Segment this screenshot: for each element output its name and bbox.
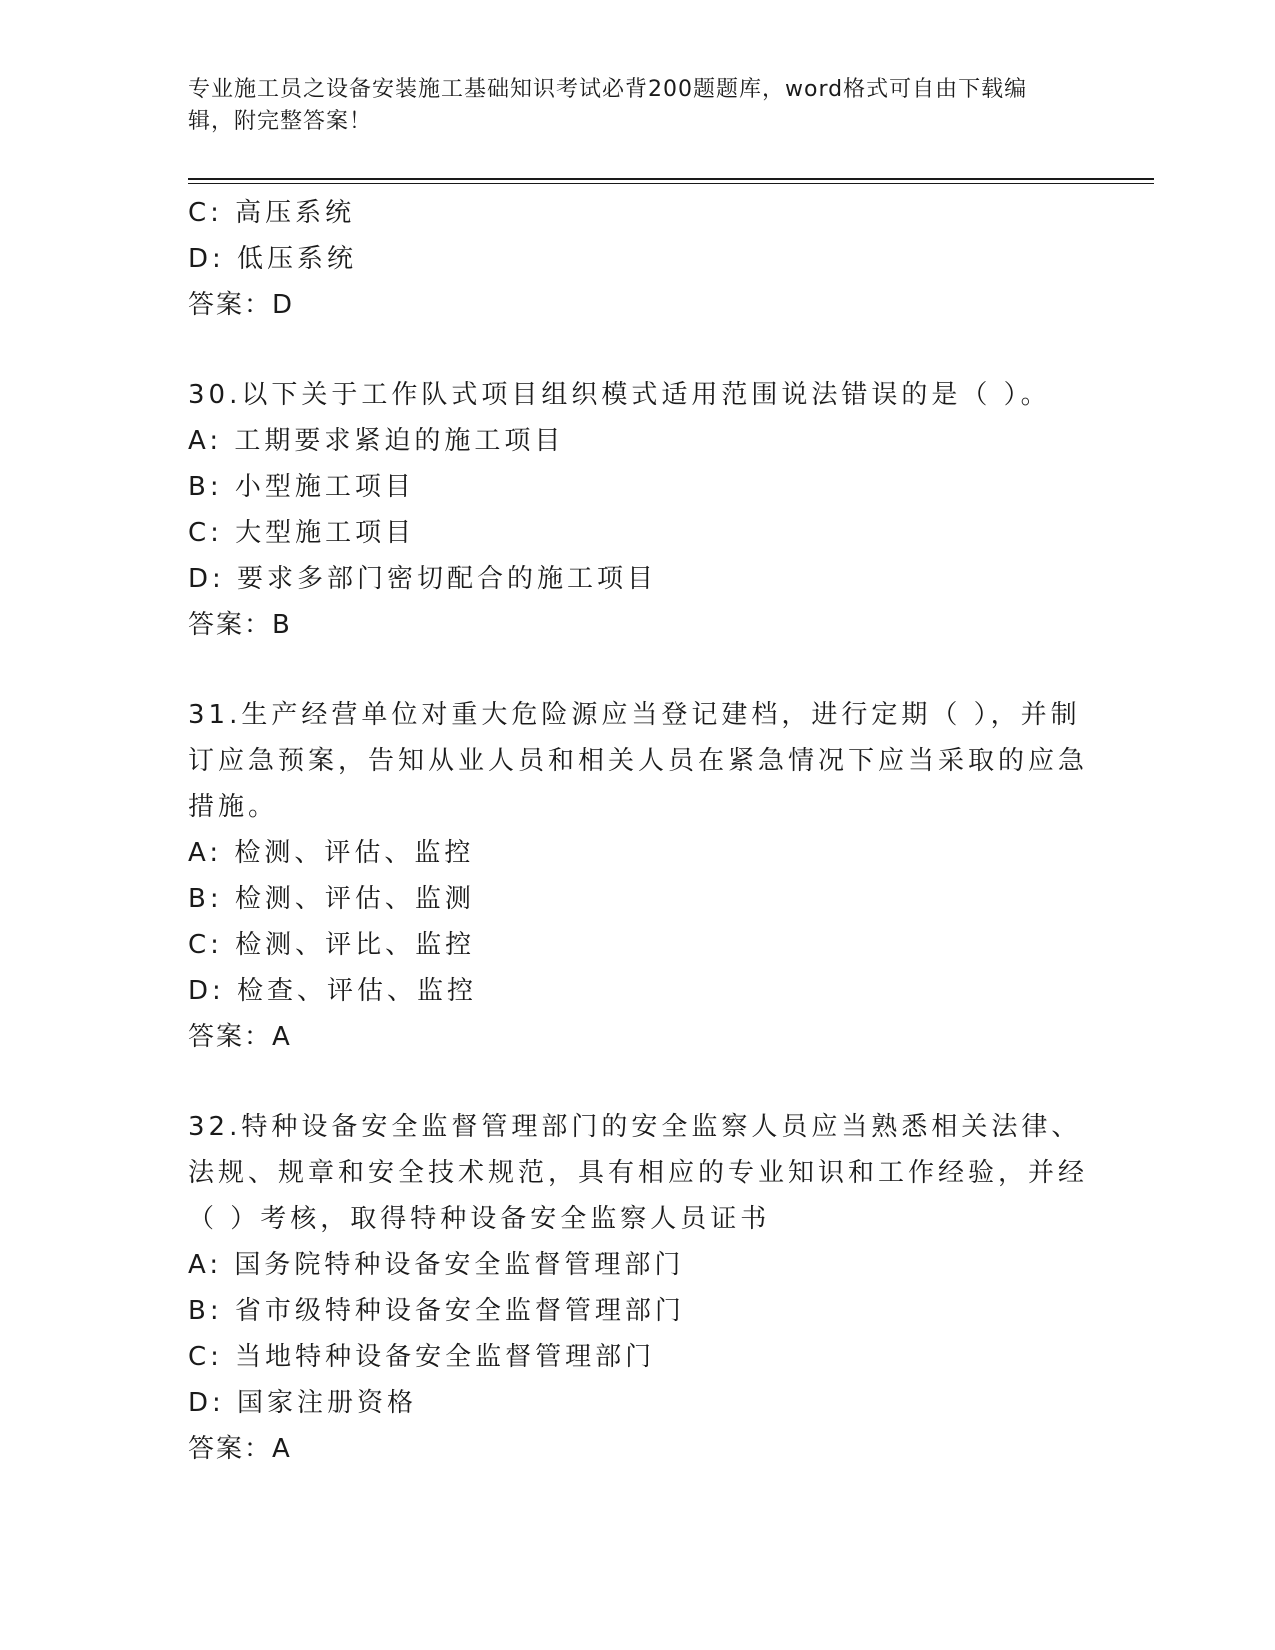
question-block-31 bbox=[188, 692, 1088, 1060]
question-content bbox=[188, 190, 1088, 1472]
header-divider-thin bbox=[188, 183, 1154, 184]
answer-text: 答案：D bbox=[188, 290, 295, 320]
option-a: A: 国务院特种设备安全监督管理部门 bbox=[188, 1250, 685, 1280]
question-stem: 30.以下关于工作队式项目组织模式适用范围说法错误的是（ ）。 bbox=[188, 380, 1051, 410]
option-b: B: 省市级特种设备安全监督管理部门 bbox=[188, 1296, 685, 1326]
option-b: B: 小型施工项目 bbox=[188, 472, 415, 502]
option-a: A: 工期要求紧迫的施工项目 bbox=[188, 426, 565, 456]
spacer bbox=[188, 1060, 1088, 1104]
option-d: D: 要求多部门密切配合的施工项目 bbox=[188, 564, 658, 594]
question-stem: 32.特种设备安全监督管理部门的安全监察人员应当熟悉相关法律、法规、规章和安全技术规范，具有相应的专业知识和工作经验，并经（ ）考核，取得特种设备安全监察人员证书 bbox=[188, 1112, 1089, 1234]
option-c: C: 高压系统 bbox=[188, 198, 356, 228]
answer-text: 答案：A bbox=[188, 1434, 292, 1464]
option-a: A: 检测、评估、监控 bbox=[188, 838, 475, 868]
document-header: 专业施工员之设备安装施工基础知识考试必背200题题库，word格式可自由下载编辑，附完整答案！ bbox=[188, 77, 1028, 134]
option-d: D: 检查、评估、监控 bbox=[188, 976, 478, 1006]
spacer bbox=[188, 648, 1088, 692]
option-b: B: 检测、评估、监测 bbox=[188, 884, 475, 914]
answer-text: 答案：A bbox=[188, 1022, 292, 1052]
option-d: D: 国家注册资格 bbox=[188, 1388, 418, 1418]
option-c: C: 大型施工项目 bbox=[188, 518, 416, 548]
question-block-32 bbox=[188, 1104, 1088, 1472]
question-block-30 bbox=[188, 372, 1088, 648]
option-c: C: 检测、评比、监控 bbox=[188, 930, 476, 960]
answer-text: 答案：B bbox=[188, 610, 292, 640]
option-c: C: 当地特种设备安全监督管理部门 bbox=[188, 1342, 656, 1372]
question-block-29 bbox=[188, 190, 1088, 328]
header-divider-thick bbox=[188, 178, 1154, 180]
spacer bbox=[188, 328, 1088, 372]
question-stem: 31.生产经营单位对重大危险源应当登记建档，进行定期（ ），并制订应急预案，告知从业人员和相关人员在紧急情况下应当采取的应急措施。 bbox=[188, 700, 1089, 822]
option-d: D: 低压系统 bbox=[188, 244, 358, 274]
